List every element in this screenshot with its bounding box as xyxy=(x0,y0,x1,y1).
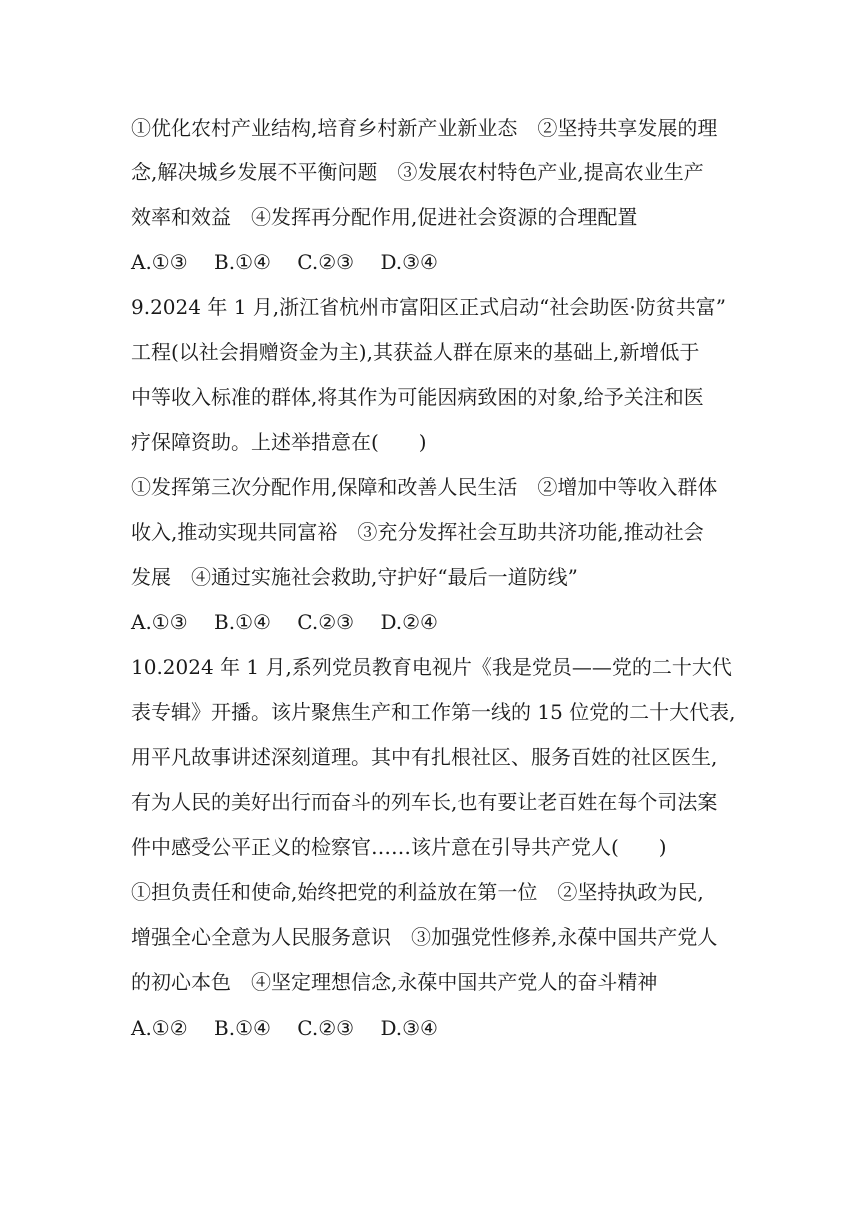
q10-options-line-2: 增强全心全意为人民服务意识 ③加强党性修养,永葆中国共产党人 xyxy=(131,925,718,949)
q9-stem-line-4: 疗保障资助。上述举措意在( ) xyxy=(131,430,427,454)
q10-stem-line-1: 10.2024 年 1 月,系列党员教育电视片《我是党员——党的二十大代 xyxy=(131,655,732,679)
q8-options-line-1: ①优化农村产业结构,培育乡村新产业新业态 ②坚持共享发展的理 xyxy=(131,116,718,140)
q9-stem-line-2: 工程(以社会捐赠资金为主),其获益人群在原来的基础上,新增低于 xyxy=(131,340,700,364)
q10-stem-line-5: 件中感受公平正义的检察官……该片意在引导共产党人( ) xyxy=(131,835,667,859)
q10-stem-line-3: 用平凡故事讲述深刻道理。其中有扎根社区、服务百姓的社区医生, xyxy=(131,745,718,769)
q8-answer-choices: A.①③ B.①④ C.②③ D.③④ xyxy=(131,250,438,274)
q9-stem-line-3: 中等收入标准的群体,将其作为可能因病致困的对象,给予关注和医 xyxy=(131,385,704,409)
q9-options-line-2: 收入,推动实现共同富裕 ③充分发挥社会互助共济功能,推动社会 xyxy=(131,520,704,544)
q10-options-line-1: ①担负责任和使命,始终把党的利益放在第一位 ②坚持执政为民, xyxy=(131,880,704,904)
q9-stem-line-1: 9.2024 年 1 月,浙江省杭州市富阳区正式启动“社会助医·防贫共富” xyxy=(131,295,726,319)
q9-options-line-3: 发展 ④通过实施社会救助,守护好“最后一道防线” xyxy=(131,565,578,589)
q10-options-line-3: 的初心本色 ④坚定理想信念,永葆中国共产党人的奋斗精神 xyxy=(131,970,658,994)
q8-options-line-2: 念,解决城乡发展不平衡问题 ③发展农村特色产业,提高农业生产 xyxy=(131,160,704,184)
q10-stem-line-4: 有为人民的美好出行而奋斗的列车长,也有要让老百姓在每个司法案 xyxy=(131,790,718,814)
q8-options-line-3: 效率和效益 ④发挥再分配作用,促进社会资源的合理配置 xyxy=(131,205,638,229)
q9-options-line-1: ①发挥第三次分配作用,保障和改善人民生活 ②增加中等收入群体 xyxy=(131,475,718,499)
q10-stem-line-2: 表专辑》开播。该片聚焦生产和工作第一线的 15 位党的二十大代表, xyxy=(131,700,736,724)
q9-answer-choices: A.①③ B.①④ C.②③ D.②④ xyxy=(131,610,438,634)
q10-answer-choices: A.①② B.①④ C.②③ D.③④ xyxy=(131,1016,438,1040)
